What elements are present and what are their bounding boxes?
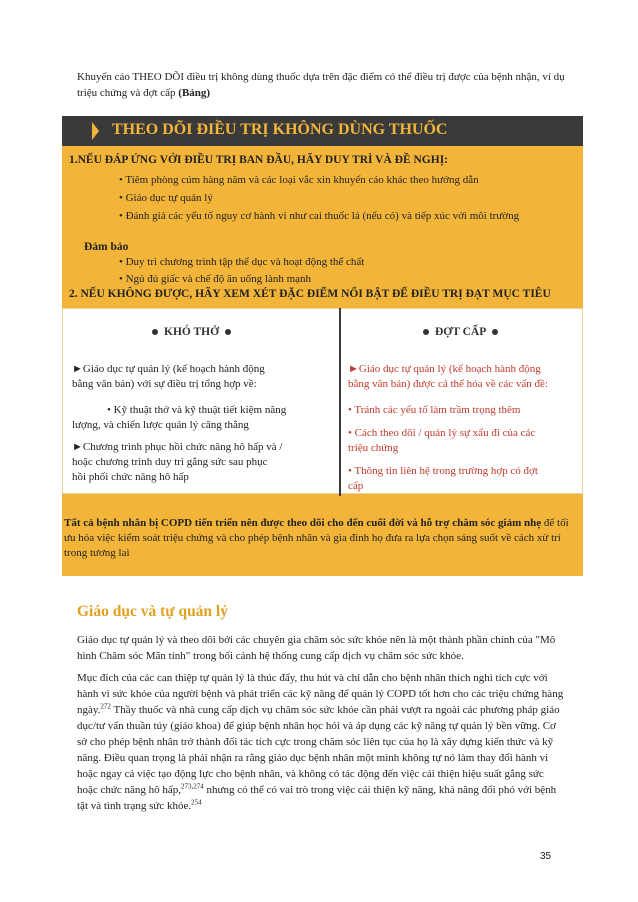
left-line: hoặc chương trình duy trì gắng sức sau phục: [72, 456, 268, 468]
section1-item: • Giáo dục tự quản lý: [119, 192, 213, 204]
right-line: ►Giáo dục tự quản lý (kế hoạch hành động: [348, 363, 541, 375]
intro-text: Khuyến cáo THEO DÕI điều trị không dùng thuốc dựa trên đặc điểm có thể điều trị được của bệnh nhận, ví dụ triệu chứng và đợt cấp: [77, 71, 565, 99]
recommendation-box: [62, 116, 583, 576]
section1-heading: 1.NẾU ĐÁP ỨNG VỚI ĐIỀU TRỊ BAN ĐẦU, HÃY DUY TRÌ VÀ ĐỀ NGHỊ:: [69, 154, 449, 166]
column-divider: [339, 308, 341, 496]
ensure-heading: Đảm bảo: [84, 241, 129, 253]
section2-heading: 2. NẾU KHÔNG ĐƯỢC, HÃY XEM XÉT ĐẶC ĐIỂM NỔI BẬT ĐỂ ĐIỀU TRỊ ĐẠT MỤC TIÊU: [69, 288, 551, 300]
paragraph-2: [77, 670, 567, 814]
footer-rest: để tối ưu hóa việc kiểm soát triệu chứng và cho phép bệnh nhân và gia đình họ đưa ra lựa chọn sáng suốt về cách xử trí trong tương lai: [64, 517, 569, 559]
dyspnea-heading: [146, 326, 237, 338]
section-heading: Giáo dục và tự quản lý: [77, 603, 228, 620]
ensure-item: • Duy trì chương trình tập thể dục và hoạt động thể chất: [119, 256, 365, 268]
bullet-dot-icon: [423, 329, 429, 335]
left-line: bằng văn bản) với sự điều trị tổng hợp về:: [72, 378, 257, 390]
right-line: • Thông tin liên hệ trong trường hợp có đợt: [348, 465, 538, 477]
citation-ref: 254: [191, 798, 202, 807]
right-line: cấp: [348, 480, 364, 492]
citation-ref: 273,274: [181, 782, 204, 791]
right-line: triệu chứng: [348, 442, 399, 454]
left-line: hồi phối chức năng hô hấp: [72, 471, 189, 483]
para2-text-c: nhưng có thể có vai trò trong việc cải thiện kỹ năng, khả năng đối phó với bệnh tật và tình trạng sức khỏe.: [77, 784, 557, 812]
intro-table-ref: (Bảng): [178, 87, 211, 99]
bullet-dot-icon: [492, 329, 498, 335]
exacerbation-heading: [417, 326, 504, 338]
box-title-bar: [62, 116, 583, 146]
paragraph-1: Giáo dục tự quản lý và theo dõi bởi các chuyên gia chăm sóc sức khỏe nên là một thành phần chính của "Mô hình Chăm sóc Mãn tính" trong bối cảnh hệ thống cung cấp dịch vụ chăm sóc sức khỏe.: [77, 634, 556, 662]
box-title: THEO DÕI ĐIỀU TRỊ KHÔNG DÙNG THUỐC: [112, 121, 448, 138]
footer-bold: Tất cả bệnh nhân bị COPD tiến triển nên được theo dõi cho đến cuối đời và hỗ trợ chăm sóc giảm nhẹ: [64, 517, 542, 529]
ensure-item: • Ngủ đủ giấc và chế độ ăn uống lành mạnh: [119, 273, 312, 285]
para2-text-a: Mục đích của các can thiệp tự quản lý là thúc đẩy, thu hút và chỉ dẫn cho bệnh nhân thích nghi tích cực với hành vi sức khỏe của người bệnh và phát triển các kỹ năng để quản lý COPD tốt hơn cho các triệu chứng hàng ngày.: [77, 672, 564, 716]
right-line: • Cách theo dõi / quản lý sự xấu đi của các: [348, 427, 536, 439]
dyspnea-label: KHÓ THỞ: [164, 326, 220, 338]
section1-item: • Tiêm phòng cúm hàng năm và các loại vắc xin khuyến cáo khác theo hướng dẫn: [119, 174, 479, 186]
intro-paragraph: [77, 69, 567, 101]
left-line: ►Chương trình phục hồi chức năng hô hấp và /: [72, 441, 283, 453]
bullet-dot-icon: [152, 329, 158, 335]
left-line: ►Giáo dục tự quản lý (kế hoạch hành động: [72, 363, 265, 375]
exacerbation-label: ĐỢT CẤP: [435, 326, 487, 338]
right-line: • Tránh các yếu tố làm trầm trọng thêm: [348, 404, 521, 416]
page-number: 35: [540, 851, 552, 862]
bullet-dot-icon: [225, 329, 231, 335]
citation-ref: 272: [100, 702, 111, 711]
section1-item: • Đánh giá các yếu tố nguy cơ hành vi như cai thuốc lá (nếu có) và tiếp xúc với môi trường: [119, 210, 520, 222]
chevron-right-icon: [92, 122, 99, 140]
box-footer: [64, 516, 581, 561]
two-column-panel: [62, 308, 583, 494]
para2-text-b: Thầy thuốc và nhà cung cấp dịch vụ chăm sóc sức khỏe cần phải vượt ra ngoài các phương pháp giáo dục/tư vấn thuần túy (giáo khoa) để giúp bệnh nhân học hỏi và áp dụng các kỹ năng tự quản lý bền vững. Cơ sở cho phép bệnh nhân trở thành đối tác tích cực trong chăm sóc liên tục của họ là xây dựng kiến thức và kỹ năng. Điều quan trọng là phải nhận ra rằng giáo dục bệnh nhân một mình không tự nó làm thay đổi hành vi hoặc ngay cả việc tạo động lực cho bệnh nhân, và không có tác động đến việc cải thiện hiệu suất gắng sức hoặc chức năng hô hấp,: [77, 704, 560, 796]
left-line: • Kỹ thuật thở và kỹ thuật tiết kiệm năng: [107, 404, 287, 416]
left-line: lượng, và chiến lược quản lý căng thẳng: [72, 419, 249, 431]
right-line: bằng văn bản) được cá thể hóa về các vấn đề:: [348, 378, 548, 390]
